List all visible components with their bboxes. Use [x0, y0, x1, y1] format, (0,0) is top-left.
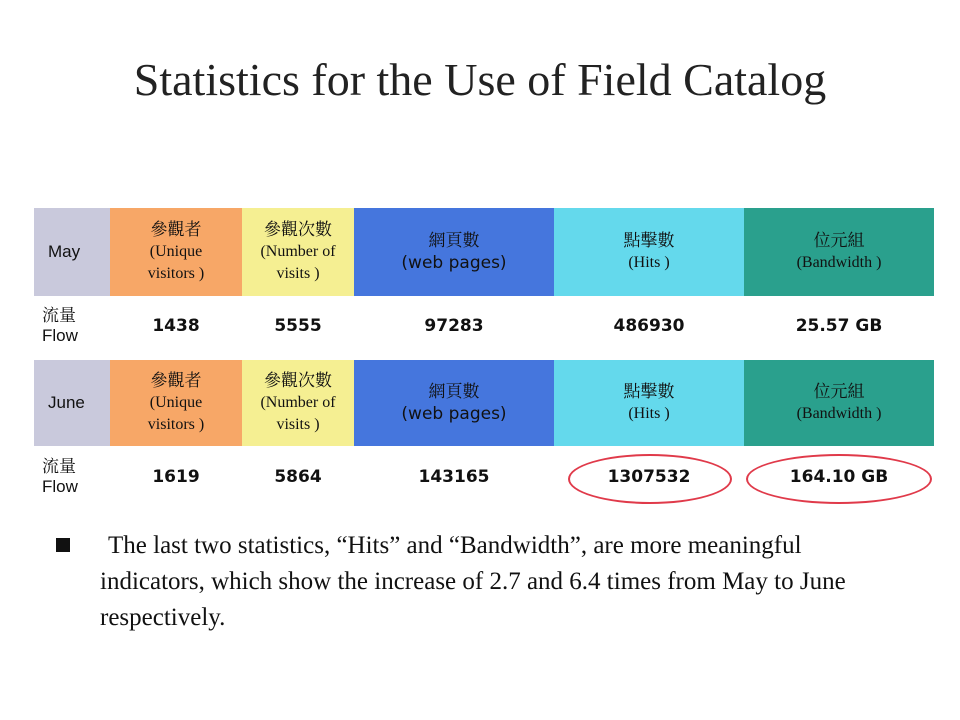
header-cn: 點擊數	[623, 231, 675, 251]
flow-label-cell	[34, 296, 110, 356]
header-en: (Bandwidth )	[796, 254, 882, 271]
bandwidth-highlight-oval	[746, 454, 932, 504]
may-pages-value: 97283	[424, 316, 484, 336]
header-hits	[554, 360, 744, 446]
header-cn: 點擊數	[623, 382, 675, 402]
page-title: Statistics for the Use of Field Catalog	[133, 54, 827, 105]
note-paragraph: The last two statistics, “Hits” and “Bandwidth”, are more meaningful indicators, which show the increase of 2.7 and 6.4 times from May to June respectively.	[100, 532, 846, 631]
june-pages-value: 143165	[418, 467, 490, 487]
header-unique-visitors	[110, 208, 242, 296]
month-label: June	[48, 393, 85, 412]
flow-label-en: Flow	[42, 326, 78, 345]
header-hits	[554, 208, 744, 296]
flow-label-cell	[34, 446, 110, 508]
header-en: (Hits )	[628, 254, 670, 271]
may-bandwidth-value: 25.57 GB	[795, 316, 883, 336]
may-unique-value: 1438	[152, 316, 200, 336]
header-en: (Bandwidth )	[796, 405, 882, 422]
hits-highlight-oval	[568, 454, 732, 504]
header-cn: 位元組	[813, 382, 865, 402]
header-web-pages	[354, 360, 554, 446]
may-visits-value: 5555	[274, 316, 322, 336]
flow-label-cn: 流量	[42, 457, 76, 477]
header-en: (Number of visits )	[260, 394, 336, 433]
header-cn: 位元組	[813, 231, 865, 251]
header-en: (web pages)	[401, 253, 507, 273]
header-cn: 參觀者	[150, 220, 202, 240]
june-hits-value: 1307532	[607, 467, 691, 487]
header-cn: 網頁數	[428, 382, 480, 402]
header-cn: 網頁數	[428, 231, 480, 251]
flow-label-en: Flow	[42, 477, 78, 496]
header-en: (Hits )	[628, 405, 670, 422]
june-bandwidth-value: 164.10 GB	[789, 467, 889, 487]
june-month-cell	[34, 360, 110, 446]
header-cn: 參觀者	[150, 371, 202, 391]
may-month-cell	[34, 208, 110, 296]
bullet-square-icon	[56, 538, 70, 552]
header-en: (Unique visitors )	[147, 394, 205, 433]
header-bandwidth	[744, 208, 934, 296]
flow-label-cn: 流量	[42, 306, 76, 326]
header-en: (web pages)	[401, 404, 507, 424]
header-cn: 參觀次數	[264, 371, 332, 391]
may-hits-value: 486930	[613, 316, 685, 336]
header-cn: 參觀次數	[264, 220, 332, 240]
header-en: (Number of visits )	[260, 243, 336, 282]
header-web-pages	[354, 208, 554, 296]
header-unique-visitors	[110, 360, 242, 446]
month-label: May	[48, 242, 81, 261]
header-number-of-visits	[242, 360, 354, 446]
june-unique-value: 1619	[152, 467, 200, 487]
header-en: (Unique visitors )	[147, 243, 205, 282]
june-visits-value: 5864	[274, 467, 322, 487]
header-number-of-visits	[242, 208, 354, 296]
header-bandwidth	[744, 360, 934, 446]
